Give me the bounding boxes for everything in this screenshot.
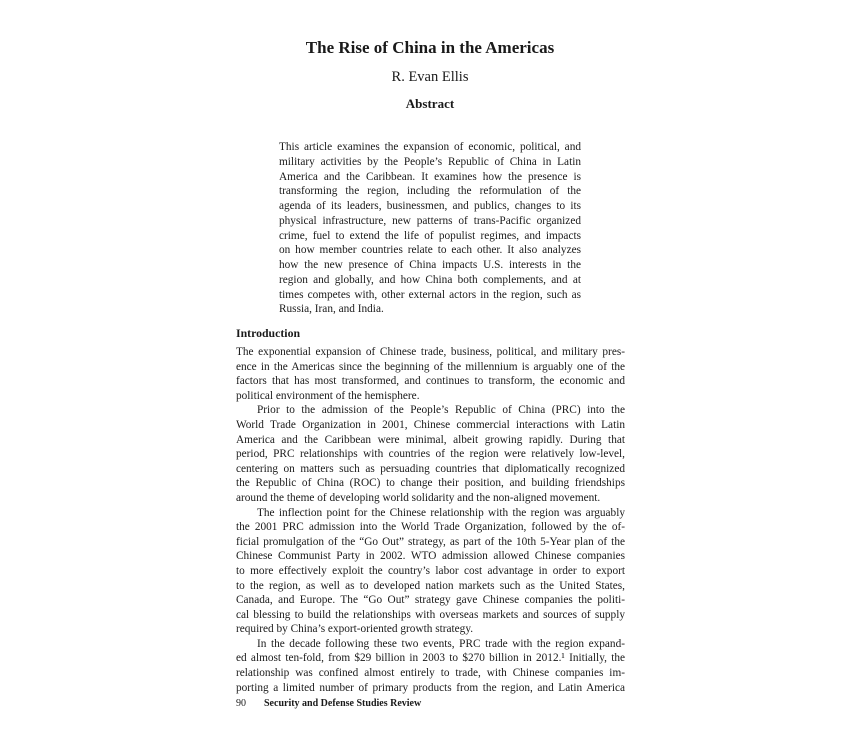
- abstract-line: America and the Caribbean. It examines how the presence is: [279, 170, 581, 183]
- body-line: to more effectively exploit the country’s labor cost advantage in order to export: [236, 564, 625, 577]
- abstract-heading: Abstract: [405, 96, 455, 111]
- body-text: [236, 345, 625, 695]
- body-line: to the region, as well as to developed nation markets such as the United States,: [236, 579, 625, 592]
- journal-name: Security and Defense Studies Review: [264, 698, 422, 709]
- body-line: Prior to the admission of the People’s Republic of China (PRC) into the: [257, 404, 625, 417]
- body-line: political environment of the hemisphere.: [236, 389, 420, 402]
- body-line: In the decade following these two events, PRC trade with the region expand-: [257, 637, 625, 650]
- body-line: period, PRC relationships with countries of the region were relatively low-level,: [236, 448, 625, 461]
- body-line: The exponential expansion of Chinese trade, business, political, and military pres-: [236, 346, 625, 358]
- body-line: ed almost ten-fold, from $29 billion in 2003 to $270 billion in 2012.¹ Initially, the: [236, 652, 625, 665]
- abstract-line: transforming the region, including the reformulation of the: [279, 185, 581, 198]
- abstract-line: region and globally, and how China both complements, and at: [279, 273, 581, 286]
- body-line: the 2001 PRC admission into the World Trade Organization, followed by the of-: [236, 521, 625, 534]
- abstract-line: times competes with, other external actors in the region, such as: [279, 288, 581, 301]
- author-name: R. Evan Ellis: [391, 69, 469, 85]
- body-line: The inflection point for the Chinese relationship with the region was arguably: [257, 506, 625, 519]
- body-line: relationship was confined almost entirely to trade, with Chinese companies im-: [236, 667, 625, 680]
- abstract-line: agenda of its leaders, businessmen, and publics, changes to its: [279, 200, 581, 212]
- abstract-line: on how member countries relate to each other. It also analyzes: [279, 244, 581, 257]
- abstract-line: military activities by the People’s Republic of China in Latin: [279, 155, 581, 168]
- abstract-line: This article examines the expansion of economic, political, and: [279, 141, 581, 153]
- body-line: around the theme of developing world solidarity and the non-aligned movement.: [236, 491, 601, 504]
- abstract-body: [279, 140, 581, 317]
- paper-title: The Rise of China in the Americas: [305, 38, 555, 57]
- section-heading-introduction: Introduction: [236, 326, 301, 340]
- abstract-line: physical infrastructure, new patterns of trans-Pacific organized: [279, 214, 581, 227]
- page-number: 90: [236, 698, 246, 709]
- body-line: cal blessing to build the relationships with overseas markets and sources of supply: [236, 608, 625, 621]
- body-line: ence in the Americas since the beginning of the millennium is arguably one of the: [236, 360, 625, 373]
- body-line: World Trade Organization in 2001, Chinese commercial interactions with Latin: [236, 418, 625, 431]
- abstract-line: how the new presence of China impacts U.S. interests in the: [279, 259, 581, 271]
- body-line: America and the Caribbean were minimal, albeit growing rapidly. During that: [236, 433, 625, 446]
- body-line: Chinese Communist Party in 2002. WTO admission allowed Chinese companies: [236, 550, 625, 563]
- body-line: Canada, and Europe. The “Go Out” strategy gave Chinese companies the politi-: [236, 594, 625, 607]
- abstract-line: Russia, Iran, and India.: [279, 303, 384, 316]
- body-line: required by China’s export-oriented growth strategy.: [236, 623, 474, 636]
- body-line: centering on matters such as persuading countries that diplomatically recognized: [236, 462, 625, 475]
- body-line: ficial promulgation of the “Go Out” strategy, as part of the 10th 5-Year plan of the: [236, 535, 625, 548]
- body-line: porting a limited number of primary products from the region, and Latin America: [236, 681, 625, 694]
- body-line: factors that has most transformed, and continues to transform, the economic and: [236, 375, 625, 388]
- body-line: the Republic of China (ROC) to change their position, and building friendships: [236, 477, 625, 490]
- abstract-line: crime, fuel to extend the life of populist regimes, and impacts: [279, 229, 581, 242]
- page-footer: [236, 697, 421, 711]
